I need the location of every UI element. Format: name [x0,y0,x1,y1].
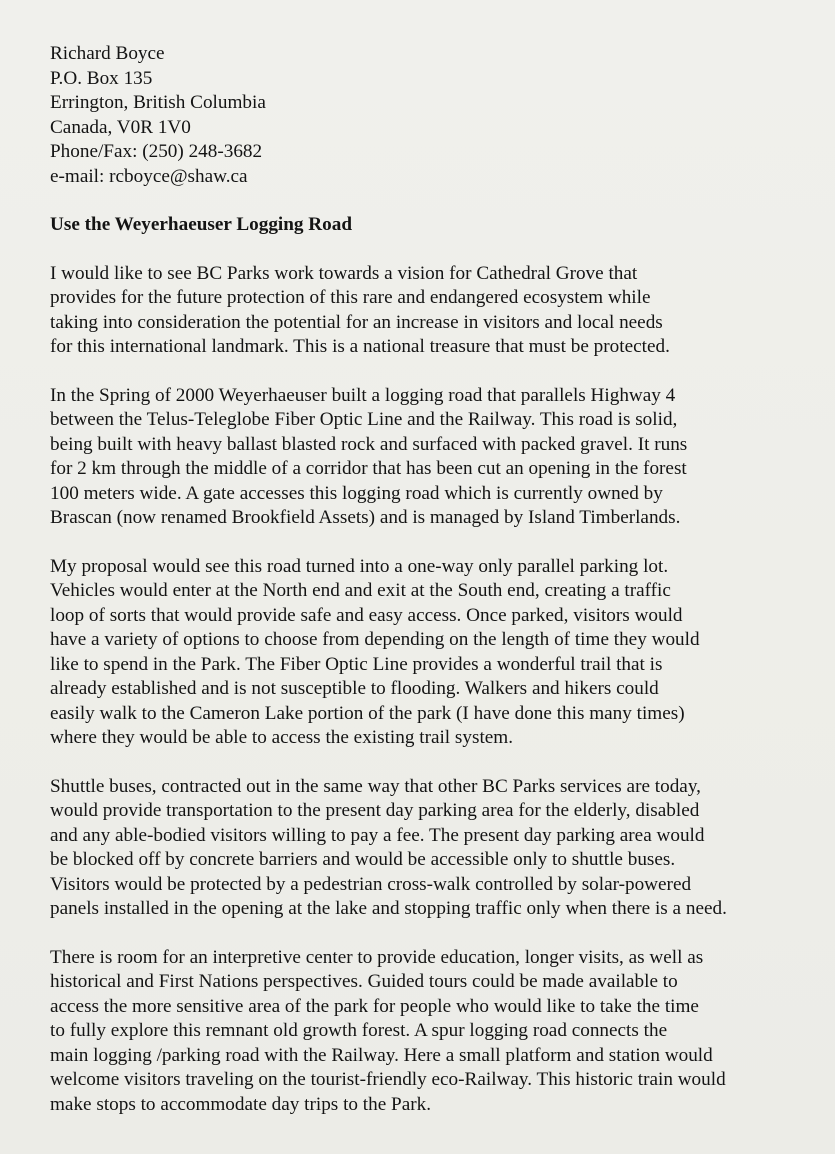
paragraph-line: make stops to accommodate day trips to the Park. [50,1093,431,1115]
sender-address-block [50,42,810,189]
paragraph-line: easily walk to the Cameron Lake portion of the park (I have done this many times) [50,702,685,724]
letter-heading: Use the Weyerhaeuser Logging Road [50,214,353,235]
sender-po-box: P.O. Box 135 [50,67,153,89]
paragraph-line: Vehicles would enter at the North end and exit at the South end, creating a traffic [50,580,671,601]
paragraph-line: There is room for an interpretive center to provide education, longer visits, as well as [50,946,704,968]
paragraph-line: have a variety of options to choose from depending on the length of time they would [50,629,700,650]
paragraph-line: main logging /parking road with the Railway. Here a small platform and station would [50,1044,713,1066]
paragraph-line: Visitors would be protected by a pedestrian cross-walk controlled by solar-powered [50,873,692,895]
paragraph-line: for 2 km through the middle of a corridor that has been cut an opening in the forest [50,458,687,479]
paragraph-line: like to spend in the Park. The Fiber Optic Line provides a wonderful trail that is [50,653,663,675]
paragraph-line: access the more sensitive area of the park for people who would like to take the time [50,995,699,1017]
paragraph-line: welcome visitors traveling on the tourist-friendly eco-Railway. This historic train would [50,1069,726,1090]
paragraph-line: between the Telus-Teleglobe Fiber Optic Line and the Railway. This road is solid, [50,409,678,430]
paragraph-2 [50,384,810,531]
paragraph-line: My proposal would see this road turned into a one-way only parallel parking lot. [50,555,669,577]
paragraph-1 [50,262,810,360]
paragraph-line: Shuttle buses, contracted out in the same way that other BC Parks services are today, [50,775,701,797]
paragraph-line: being built with heavy ballast blasted rock and surfaced with packed gravel. It runs [50,433,688,455]
paragraph-3 [50,555,810,751]
sender-email: e-mail: rcboyce@shaw.ca [50,165,248,187]
sender-city-province: Errington, British Columbia [50,92,266,113]
paragraph-line: be blocked off by concrete barriers and would be accessible only to shuttle buses. [50,849,676,870]
paragraph-line: already established and is not susceptible to flooding. Walkers and hikers could [50,678,659,699]
paragraph-line: taking into consideration the potential for an increase in visitors and local needs [50,311,663,333]
paragraph-4 [50,775,810,922]
sender-name: Richard Boyce [50,43,165,64]
letter-body [50,42,810,1117]
paragraph-line: I would like to see BC Parks work towards a vision for Cathedral Grove that [50,262,638,284]
paragraph-line: to fully explore this remnant old growth forest. A spur logging road connects the [50,1020,668,1041]
paragraph-line: 100 meters wide. A gate accesses this logging road which is currently owned by [50,482,663,504]
paragraph-line: loop of sorts that would provide safe and easy access. Once parked, visitors would [50,604,683,626]
paragraph-line: In the Spring of 2000 Weyerhaeuser built a logging road that parallels Highway 4 [50,384,676,406]
paragraph-line: would provide transportation to the present day parking area for the elderly, disabled [50,800,700,821]
paragraph-5 [50,946,810,1118]
paragraph-line: provides for the future protection of this rare and endangered ecosystem while [50,287,651,308]
paragraph-line: panels installed in the opening at the lake and stopping traffic only when there is a need. [50,898,727,919]
sender-country-postal: Canada, V0R 1V0 [50,116,191,138]
paragraph-line: where they would be able to access the existing trail system. [50,727,514,748]
paragraph-line: and any able-bodied visitors willing to pay a fee. The present day parking area would [50,824,705,846]
paragraph-line: Brascan (now renamed Brookfield Assets) and is managed by Island Timberlands. [50,507,681,528]
sender-phone-fax: Phone/Fax: (250) 248-3682 [50,141,263,162]
paragraph-line: for this international landmark. This is a national treasure that must be protected. [50,336,670,357]
paragraph-line: historical and First Nations perspectives. Guided tours could be made available to [50,971,678,992]
